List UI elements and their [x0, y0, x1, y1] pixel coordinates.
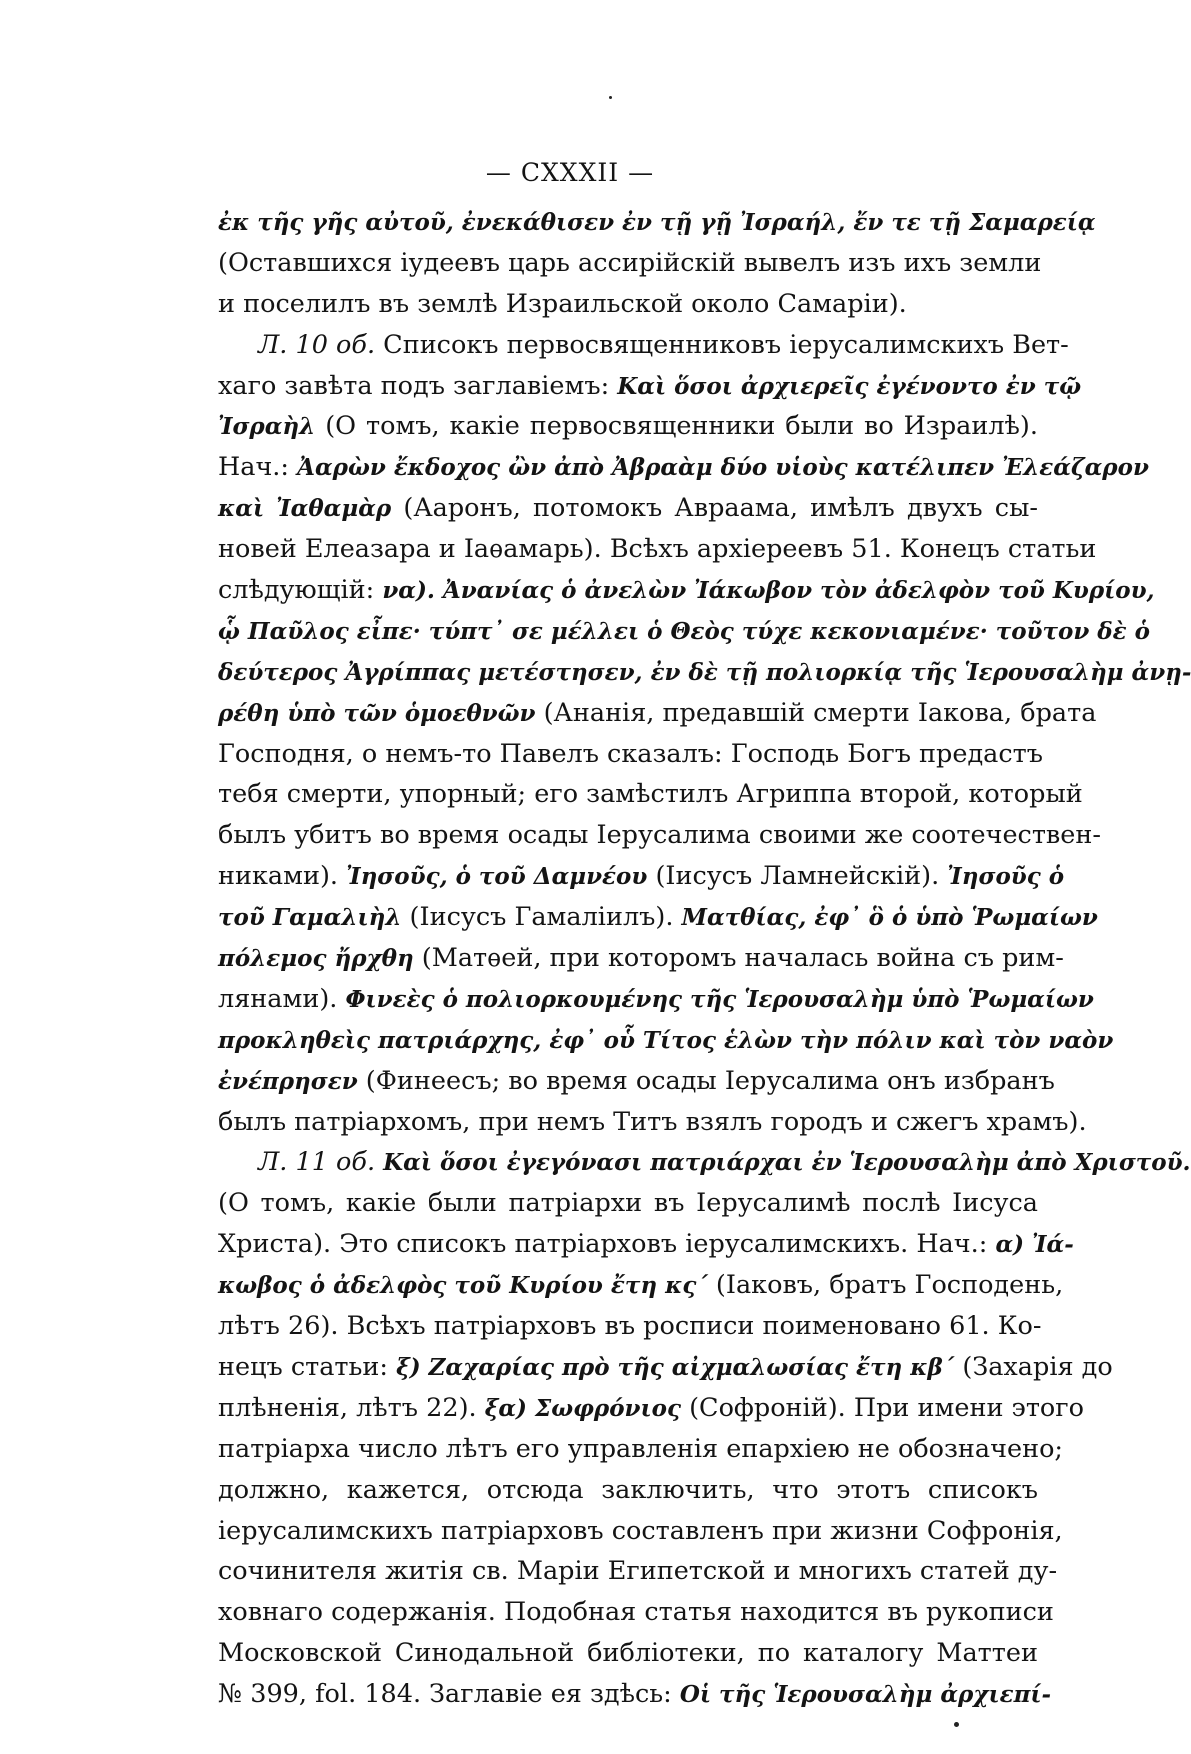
text-line	[218, 570, 1155, 611]
greek-quote: τοῦ Γαμαλιὴλ	[218, 904, 402, 932]
text-segment: никами).	[218, 861, 347, 892]
text-segment: (Ананія, предавшій смерти Іакова, брата	[535, 697, 1097, 728]
text-line	[218, 1633, 1038, 1674]
text-line	[218, 734, 1043, 775]
greek-quote: ἐνέπρησεν	[218, 1067, 358, 1095]
text-line	[218, 1102, 1087, 1143]
text-line	[218, 529, 1097, 570]
text-line	[218, 611, 1150, 652]
text-segment: (Іисусъ Ламнейскій).	[647, 861, 948, 892]
greek-quote: πόλεμος ἤρχθη	[218, 945, 414, 973]
folio-reference: Л. 10 об.	[258, 329, 376, 360]
text-line	[218, 1224, 1074, 1265]
greek-quote: ρέθη ὑπὸ τῶν ὁμοεθνῶν	[218, 699, 536, 727]
text-segment: (Финеесъ; во время осады Іерусалима онъ избранъ	[357, 1065, 1055, 1096]
text-segment: (Софроній). При имени этого	[681, 1392, 1084, 1423]
text-line	[218, 488, 1038, 529]
greek-quote: ᾧ Παῦλος εἶπε· τύπτ᾽ σε μέλλει ὁ Θεὸς τύχε κεκονιαμένε· τοῦτον δὲ ὁ	[218, 617, 1150, 645]
text-segment: (Оставшихся іудеевъ царь ассирійскій вывелъ изъ ихъ земли	[218, 247, 1042, 278]
text-segment: № 399, fol. 184. Заглавіе ея здѣсь:	[218, 1679, 680, 1710]
text-segment: (Захарія до	[954, 1351, 1113, 1382]
greek-quote: Ἰησοῦς, ὁ τοῦ Δαμνέου	[346, 863, 648, 891]
folio-reference: Л. 11 об.	[258, 1147, 384, 1178]
greek-quote: Ἰσραὴλ	[218, 413, 316, 441]
text-segment: должно, кажется, отсюда заключить, что этотъ списокъ	[218, 1474, 1038, 1505]
text-line	[218, 1347, 1113, 1388]
greek-quote: Καὶ ὅσοι ἀρχιερεῖς ἐγένοντο ἐν τῷ	[617, 372, 1082, 400]
text-segment: патріарха число лѣтъ его управленія епархіею не обозначено;	[218, 1433, 1064, 1464]
text-line	[218, 1388, 1084, 1429]
greek-quote: Οἱ τῆς Ἱερουσαλὴμ ἀρχιεπί-	[679, 1681, 1052, 1709]
text-line	[218, 1592, 1054, 1633]
text-line	[218, 202, 1096, 243]
text-line	[218, 652, 1191, 693]
text-segment: былъ патріархомъ, при немъ Титъ взялъ городъ и сжегъ храмъ).	[218, 1106, 1087, 1137]
text-line	[218, 774, 1083, 815]
text-segment: (О томъ, какіе были патріархи въ Іерусалимѣ послѣ Іисуса	[218, 1188, 1038, 1219]
ink-speck	[954, 1722, 959, 1727]
text-line	[218, 1511, 1063, 1552]
text-segment: слѣдующій:	[218, 575, 383, 606]
greek-quote: ξ) Ζαχαρίας πρὸ τῆς αἰχμαλωσίας ἔτη κβ´	[396, 1353, 955, 1381]
text-line	[218, 366, 1082, 407]
text-segment: (Іаковъ, братъ Господень,	[707, 1270, 1064, 1301]
text-segment: Нач.:	[218, 452, 298, 483]
greek-quote: Φινεὲς ὁ πολιορκουμένης τῆς Ἱερουσαλὴμ ὑπὸ Ῥωμαίων	[345, 985, 1094, 1013]
text-line	[218, 979, 1094, 1020]
text-line	[218, 243, 1042, 284]
text-segment: ховнаго содержанія. Подобная статья находится въ рукописи	[218, 1597, 1054, 1628]
text-line	[218, 1265, 1064, 1306]
text-line	[218, 1551, 1058, 1592]
text-line	[218, 325, 1069, 366]
greek-quote: καὶ Ἰαθαμὰρ	[218, 495, 392, 523]
text-segment: іерусалимскихъ патріарховъ составленъ при жизни Софронія,	[218, 1515, 1063, 1546]
greek-quote: προκληθεὶς πατριάρχης, ἐφ᾽ οὗ Τίτος ἑλὼν τὴν πόλιν καὶ τὸν ναὸν	[218, 1026, 1114, 1054]
text-line	[218, 1142, 1191, 1183]
greek-quote: Ἀαρὼν ἔκδοχος ὢν ἀπὸ Ἀβραὰμ δύο υἱοὺς κατέλιπεν Ἐλεάζαρον	[297, 454, 1149, 482]
text-line	[218, 1061, 1055, 1102]
text-segment: плѣненія, лѣтъ 22).	[218, 1392, 485, 1423]
text-line	[218, 1020, 1114, 1061]
greek-quote: Καὶ ὅσοι ἐγεγόνασι πατριάρχαι ἐν Ἱερουσαλὴμ ἀπὸ Χριστοῦ.	[383, 1149, 1191, 1177]
greek-quote: Ματθίας, ἐφ᾽ ὃ ὁ ὑπὸ Ῥωμαίων	[681, 904, 1098, 932]
text-segment: и поселилъ въ землѣ Израильской около Самаріи).	[218, 288, 907, 319]
text-segment: сочинителя житія св. Маріи Египетской и многихъ статей ду-	[218, 1556, 1058, 1587]
greek-quote: α) Ἰά-	[995, 1231, 1074, 1259]
greek-quote: ἐκ τῆς γῆς αὐτοῦ, ἐνεκάθισεν ἐν τῇ γῇ Ἰσραήλ, ἔν τε τῇ Σαμαρείᾳ	[218, 209, 1096, 236]
text-line	[218, 1306, 1042, 1347]
text-line	[218, 1470, 1038, 1511]
text-line	[218, 1429, 1064, 1470]
text-segment: (Ааронъ, потомокъ Авраама, имѣлъ двухъ сы-	[391, 493, 1038, 524]
text-segment: былъ убитъ во время осады Іерусалима своими же соотечествен-	[218, 820, 1101, 851]
page-header: — CXXXII —	[485, 158, 655, 187]
text-segment: хаго завѣта подъ заглавіемъ:	[218, 370, 618, 401]
greek-quote: ξα) Σωφρόνιος	[484, 1394, 681, 1422]
text-line	[218, 815, 1101, 856]
text-segment: лянами).	[218, 983, 346, 1014]
greek-quote: να). Ἀνανίας ὁ ἀνελὼν Ἰάκωβον τὸν ἀδελφὸν τοῦ Κυρίου,	[382, 577, 1155, 605]
text-segment: Московской Синодальной библіотеки, по каталогу Маттеи	[218, 1638, 1038, 1669]
text-line	[218, 447, 1149, 488]
text-line	[218, 693, 1097, 734]
text-segment: (Іисусъ Гамаліилъ).	[401, 902, 682, 933]
text-segment: (О томъ, какіе первосвященники были во Израилѣ).	[315, 411, 1038, 442]
text-line	[218, 406, 1038, 447]
text-segment: лѣтъ 26). Всѣхъ патріарховъ въ росписи поименовано 61. Ко-	[218, 1311, 1042, 1342]
greek-quote: δεύτερος Ἀγρίππας μετέστησεν, ἐν δὲ τῇ πολιορκίᾳ τῆς Ἱερουσαλὴμ ἀνῃ-	[218, 658, 1191, 686]
text-line	[218, 856, 1065, 897]
text-line	[218, 938, 1064, 979]
text-line	[218, 1674, 1052, 1715]
greek-quote: κωβος ὁ ἀδελφὸς τοῦ Κυρίου ἔτη κς´	[218, 1272, 708, 1300]
text-segment: Списокъ первосвященниковъ іерусалимскихъ Вет-	[375, 329, 1069, 360]
body-text	[218, 202, 1191, 1715]
text-segment: (Матѳей, при которомъ началась война съ рим-	[413, 943, 1064, 974]
text-segment: Господня, о немъ-то Павелъ сказалъ: Господь Богъ предастъ	[218, 738, 1043, 769]
text-segment: нецъ статьи:	[218, 1351, 397, 1382]
text-line	[218, 1183, 1038, 1224]
ink-speck	[609, 96, 612, 99]
text-line	[218, 897, 1098, 938]
text-line	[218, 284, 1038, 325]
text-segment: Христа). Это списокъ патріарховъ іерусалимскихъ. Нач.:	[218, 1229, 996, 1260]
text-segment: новей Елеазара и Іаѳамарь). Всѣхъ архіереевъ 51. Конецъ статьи	[218, 534, 1097, 565]
greek-quote: Ἰησοῦς ὁ	[947, 863, 1065, 891]
text-segment: тебя смерти, упорный; его замѣстилъ Агриппа второй, который	[218, 779, 1083, 810]
